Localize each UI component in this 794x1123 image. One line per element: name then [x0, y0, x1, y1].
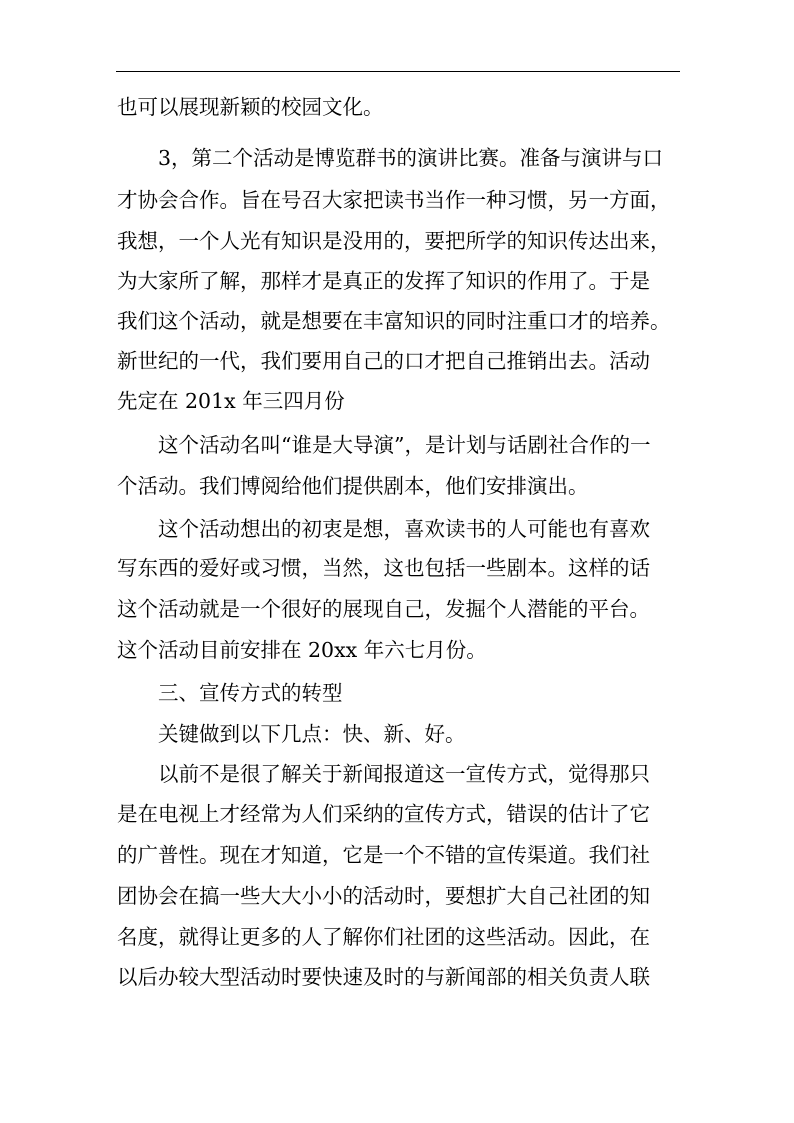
text-line: 团协会在搞一些大大小小的活动时，要想扩大自己社团的知 — [117, 884, 650, 908]
text-line: 名度，就得让更多的人了解你们社团的这些活动。因此，在 — [117, 925, 650, 949]
header-rule — [116, 71, 680, 72]
text-line: 我想，一个人光有知识是没用的，要把所学的知识传达出来， — [117, 229, 671, 253]
text-line: 以后办较大型活动时要快速及时的与新闻部的相关负责人联 — [117, 965, 650, 989]
paragraph-first-line: 3，第二个活动是博览群书的演讲比赛。准备与演讲与口 — [158, 146, 664, 170]
text-line: 个活动。我们博阅给他们提供剧本，他们安排演出。 — [117, 474, 589, 498]
text-line: 我们这个活动，就是想要在丰富知识的同时注重口才的培养。 — [117, 309, 671, 333]
text-line: 的广普性。现在才知道，它是一个不错的宣传渠道。我们社 — [117, 843, 650, 867]
paragraph-first-line: 这个活动想出的初衷是想，喜欢读书的人可能也有喜欢 — [158, 517, 650, 541]
text-line: 新世纪的一代，我们要用自己的口才把自己推销出去。活动 — [117, 349, 650, 373]
text-line: 这个活动就是一个很好的展现自己，发掘个人潜能的平台。 — [117, 597, 650, 621]
text-line: 这个活动目前安排在 20xx 年六七月份。 — [117, 638, 487, 662]
paragraph-first-line: 这个活动名叫“谁是大导演”，是计划与话剧社合作的一 — [158, 433, 651, 457]
text-line: 也可以展现新颖的校园文化。 — [117, 95, 384, 119]
text-line: 为大家所了解，那样才是真正的发挥了知识的作用了。于是 — [117, 269, 650, 293]
text-line: 是在电视上才经常为人们采纳的宣传方式，错误的估计了它 — [117, 802, 650, 826]
text-line: 才协会合作。旨在号召大家把读书当作一种习惯，另一方面， — [117, 188, 671, 212]
section-heading: 三、宣传方式的转型 — [158, 681, 343, 705]
paragraph-first-line: 以前不是很了解关于新闻报道这一宣传方式，觉得那只 — [158, 762, 650, 786]
text-line: 写东西的爱好或习惯，当然，这也包括一些剧本。这样的话 — [117, 556, 650, 580]
paragraph-first-line: 关键做到以下几点：快、新、好。 — [158, 722, 466, 746]
text-line: 先定在 201x 年三四月份 — [117, 389, 345, 413]
